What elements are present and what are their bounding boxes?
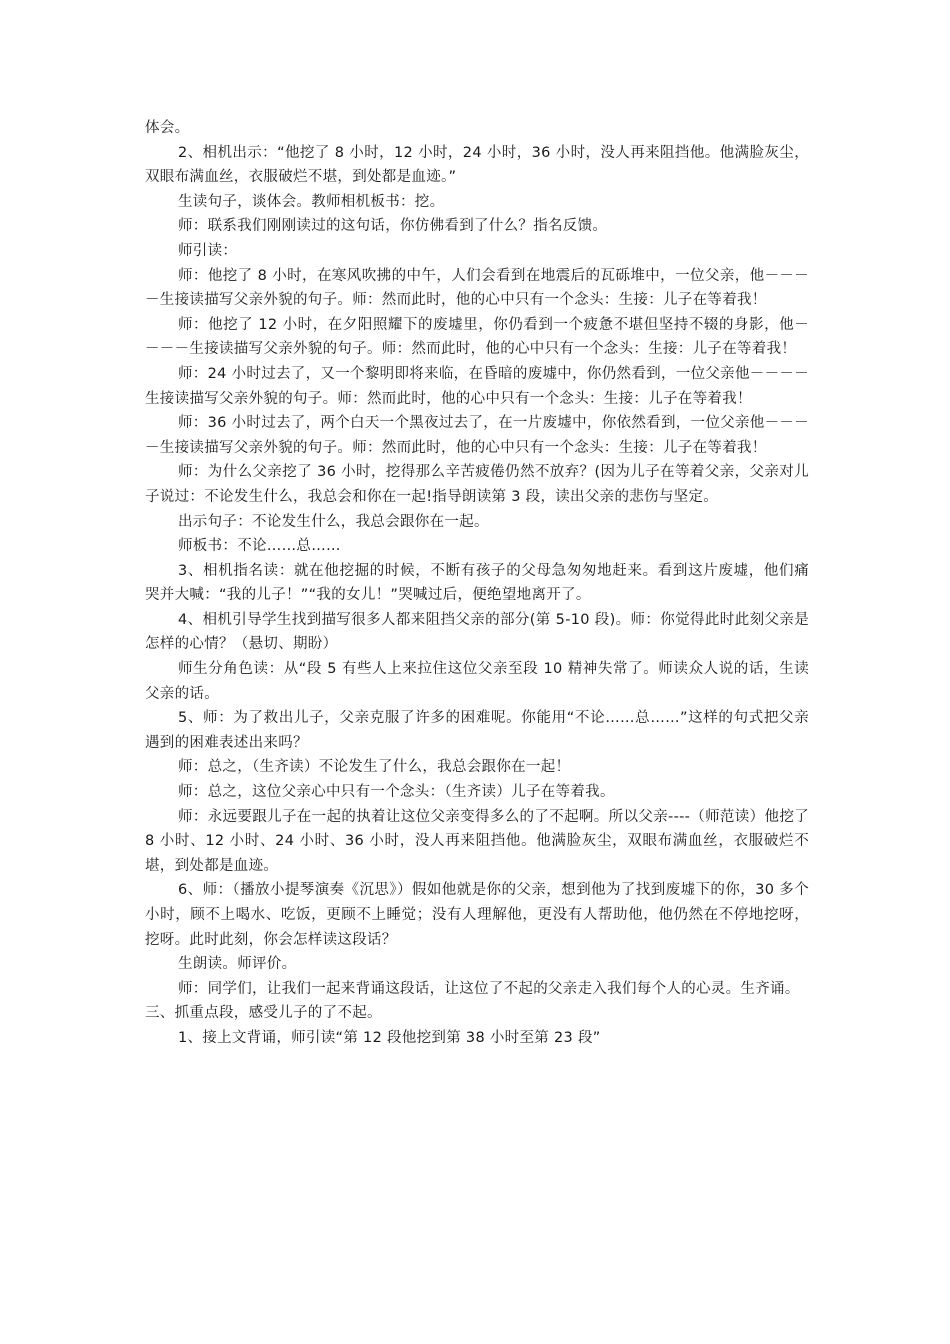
paragraph-4: 师引读：	[178, 242, 238, 259]
paragraph-21: 师：同学们，让我们一起来背诵这段话，让这位了不起的父亲走入我们每个人的心灵。生齐诵。	[178, 980, 800, 997]
paragraph-0: 体会。	[145, 120, 190, 136]
paragraph-10: 出示句子：不论发生什么，我总会跟你在一起。	[178, 513, 489, 530]
paragraph-18: 师：永远要跟儿子在一起的执着让这位父亲变得多么的了不起啊。所以父亲----（师范读）他挖了 8 小时、12 小时、24 小时、36 小时，没人再来阻挡他。他满脸灰尘，双眼布满血丝，衣服破烂不堪，到处都是血迹。	[145, 808, 809, 874]
document-body	[145, 116, 809, 1051]
paragraph-9: 师：为什么父亲挖了 36 小时，挖得那么辛苦疲倦仍然不放弃？(因为儿子在等着父亲，父亲对儿子说过：不论发生什么，我总会和你在一起!指导朗读第 3 段，读出父亲的悲伤与坚定。	[145, 464, 809, 505]
paragraph-20: 生朗读。师评价。	[178, 956, 297, 973]
paragraph-23: 1、接上文背诵，师引读“第 12 段他挖到第 38 小时至第 23 段”	[178, 1029, 601, 1046]
paragraph-12: 3、相机指名读：就在他挖掘的时候，不断有孩子的父母急匆匆地赶来。看到这片废墟，他们痛哭并大喊：“我的儿子！”“我的女儿！”哭喊过后，便绝望地离开了。	[145, 562, 809, 604]
paragraph-6: 师：他挖了 12 小时，在夕阳照耀下的废墟里，你仍看到一个疲惫不堪但坚持不辍的身影，他－－－－生接读描写父亲外貌的句子。师：然而此时，他的心中只有一个念头：生接：儿子在等着我！	[145, 316, 809, 358]
paragraph-16: 师：总之，（生齐读）不论发生了什么，我总会跟你在一起！	[178, 759, 571, 776]
paragraph-13: 4、相机引导学生找到描写很多人都来阻挡父亲的部分(第 5-10 段)。师：你觉得此时此刻父亲是怎样的心情？（悬切、期盼）	[145, 611, 809, 653]
paragraph-2: 生读句子，谈体会。教师相机板书：挖。	[178, 193, 445, 210]
paragraph-7: 师：24 小时过去了，又一个黎明即将来临，在昏暗的废墟中，你仍然看到，一位父亲他－－－－生接读描写父亲外貌的句子。师：然而此时，他的心中只有一个念头：生接：儿子在等着我！	[145, 365, 809, 407]
paragraph-17: 师：总之，这位父亲心中只有一个念头：（生齐读）儿子在等着我。	[178, 784, 615, 801]
paragraph-14: 师生分角色读：从“段 5 有些人上来拉住这位父亲至段 10 精神失常了。师读众人说的话，生读父亲的话。	[145, 661, 809, 702]
paragraph-15: 5、师：为了救出儿子，父亲克服了许多的困难呢。你能用“不论……总……”这样的句式把父亲遇到的困难表述出来吗？	[145, 710, 809, 751]
paragraph-8: 师：36 小时过去了，两个白天一个黑夜过去了，在一片废墟中，你依然看到，一位父亲他－－－－生接读描写父亲外貌的句子。师：然而此时，他的心中只有一个念头：生接：儿子在等着我！	[145, 415, 809, 456]
paragraph-1: 2、相机出示：“他挖了 8 小时，12 小时，24 小时，36 小时，没人再来阻挡他。他满脸灰尘，双眼布满血丝，衣服破烂不堪，到处都是血迹。”	[145, 144, 809, 186]
paragraph-19: 6、师：（播放小提琴演奏《沉思》）假如他就是你的父亲，想到他为了找到废墟下的你，30 多个小时，顾不上喝水、吃饭，更顾不上睡觉；没有人理解他，更没有人帮助他，他仍然在不停地挖呀，挖呀。此时此刻，你会怎样读这段话？	[145, 882, 809, 948]
paragraph-3: 师：联系我们刚刚读过的这句话，你仿佛看到了什么？指名反馈。	[178, 218, 608, 235]
paragraph-22: 三、抓重点段，感受儿子的了不起。	[145, 1005, 382, 1022]
paragraph-5: 师：他挖了 8 小时，在寒风吹拂的中午，人们会看到在地震后的瓦砾堆中，一位父亲，他－－－－生接读描写父亲外貌的句子。师：然而此时，他的心中只有一个念头：生接：儿子在等着我！	[145, 267, 809, 309]
paragraph-11: 师板书：不论……总……	[178, 538, 341, 555]
